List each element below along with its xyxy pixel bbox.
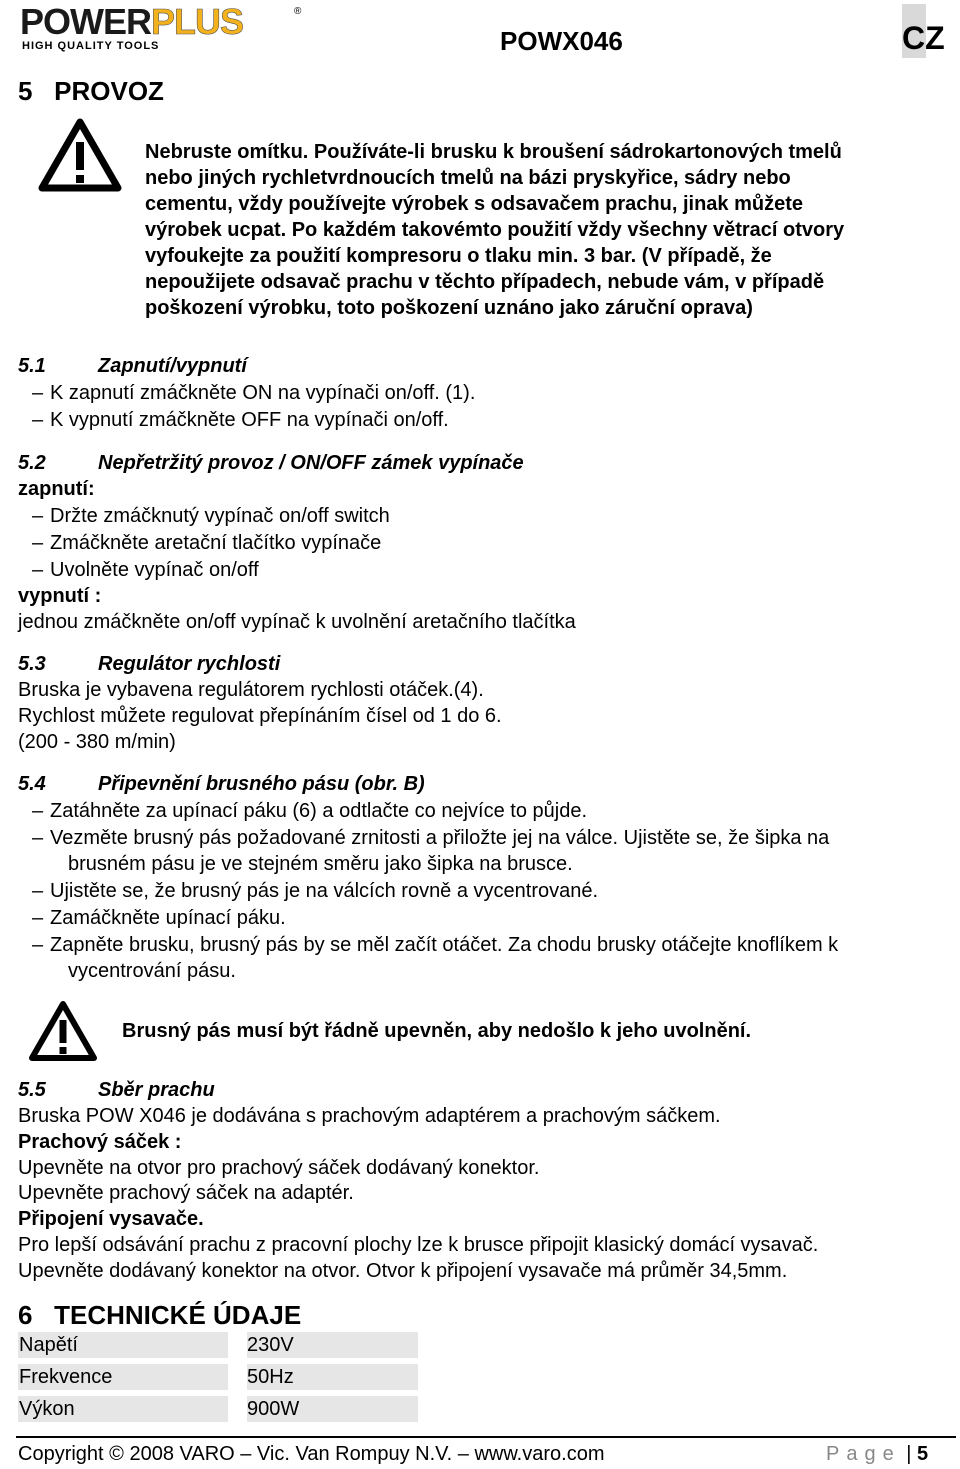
- text-line: Bruska POW X046 je dodávána s prachovým adaptérem a prachovým sáčkem.: [18, 1105, 721, 1127]
- text-line: Upevněte dodávaný konektor na otvor. Otvor k připojení vysavače má průměr 34,5mm.: [18, 1260, 788, 1282]
- warning-line: Nebruste omítku. Používáte-li brusku k broušení sádrokartonových tmelů: [145, 141, 842, 163]
- subsection-5-5-number: 5.5: [18, 1079, 46, 1101]
- spec-value: 230V: [247, 1334, 294, 1356]
- list-item: – Vezměte brusný pás požadované zrnitosti a přiložte jej na válce. Ujistěte se, že šipka na: [50, 827, 829, 850]
- off-text: jednou zmáčkněte on/off vypínač k uvolnění aretačního tlačítka: [18, 611, 576, 633]
- list-item: – K zapnutí zmáčkněte ON na vypínači on/off. (1).: [50, 382, 475, 405]
- text-line: Bruska je vybavena regulátorem rychlosti otáček.(4).: [18, 679, 484, 701]
- spec-label: Výkon: [19, 1398, 75, 1420]
- subsection-5-1-number: 5.1: [18, 355, 46, 377]
- warning-triangle-icon: [38, 118, 122, 192]
- list-item: – Uvolněte vypínač on/off: [50, 559, 259, 582]
- section-5-heading: 5 PROVOZ: [18, 76, 164, 106]
- warning-line: nepoužijete odsavač prachu v těchto případech, nebude vám, v případě: [145, 271, 825, 293]
- subsection-5-2-number: 5.2: [18, 452, 46, 474]
- list-item: – K vypnutí zmáčkněte OFF na vypínači on/off.: [50, 409, 449, 432]
- table-row: [18, 1332, 418, 1360]
- list-item: – Zmáčkněte aretační tlačítko vypínače: [50, 532, 381, 555]
- text-line: Upevněte na otvor pro prachový sáček dodávaný konektor.: [18, 1157, 540, 1179]
- subsection-5-4-title: Připevnění brusného pásu (obr. B): [98, 773, 425, 795]
- list-item-continuation: vycentrování pásu.: [68, 960, 236, 982]
- vacuum-label: Připojení vysavače.: [18, 1208, 204, 1230]
- text-line: Rychlost můžete regulovat přepínáním čísel od 1 do 6.: [18, 705, 502, 727]
- warning-line: poškození výrobku, toto poškození uznáno jako záruční oprava): [145, 297, 753, 319]
- warning-line: cementu, vždy používejte výrobek s odsavačem prachu, jinak můžete: [145, 193, 804, 215]
- section-6-heading: 6 TECHNICKÉ ÚDAJE: [18, 1300, 302, 1330]
- warning-triangle-icon: [28, 1000, 98, 1062]
- subsection-5-3-number: 5.3: [18, 653, 46, 675]
- subsection-5-3-title: Regulátor rychlosti: [98, 653, 281, 675]
- spec-label: Napětí: [19, 1334, 78, 1356]
- page-separator: |: [906, 1443, 912, 1465]
- warning-line: nebo jiných rychletvrdnoucích tmelů na bázi pryskyřice, sádry nebo: [145, 167, 791, 189]
- text-line: Pro lepší odsávání prachu z pracovní plochy lze k brusce připojit klasický domácí vysavač.: [18, 1234, 819, 1256]
- table-row: [18, 1364, 418, 1392]
- logo-tagline: HIGH QUALITY TOOLS: [22, 40, 160, 52]
- list-item: – Ujistěte se, že brusný pás je na válcích rovně a vycentrované.: [50, 880, 598, 903]
- language-code: CZ: [902, 20, 945, 56]
- warning-line: výrobek ucpat. Po každém takovémto použití vždy všechny větrací otvory: [145, 219, 845, 241]
- table-row: [18, 1396, 418, 1424]
- belt-warning: Brusný pás musí být řádně upevněn, aby nedošlo k jeho uvolnění.: [122, 1020, 752, 1042]
- on-label: zapnutí:: [18, 478, 95, 500]
- page-word: Page: [826, 1443, 901, 1465]
- spec-label: Frekvence: [19, 1366, 113, 1388]
- list-item-continuation: brusném pásu je ve stejném směru jako šipka na brusce.: [68, 853, 573, 875]
- text-line: (200 - 380 m/min): [18, 731, 176, 753]
- page-indicator: [826, 1443, 928, 1466]
- list-item: – Zatáhněte za upínací páku (6) a odtlačte co nejvíce to půjde.: [50, 800, 587, 823]
- spec-value: 50Hz: [247, 1366, 294, 1388]
- list-item: – Zapněte brusku, brusný pás by se měl začít otáčet. Za chodu brusky otáčejte knoflíkem k: [50, 934, 838, 957]
- subsection-5-1-title: Zapnutí/vypnutí: [98, 355, 247, 377]
- off-label: vypnutí :: [18, 585, 102, 607]
- subsection-5-4-number: 5.4: [18, 773, 46, 795]
- footer-divider: [16, 1436, 956, 1438]
- list-item: – Zamáčkněte upínací páku.: [50, 907, 286, 930]
- page-number: 5: [917, 1443, 929, 1465]
- brand-logo: POWERPLUS ® HIGH QUALITY TOOLS: [20, 1, 302, 52]
- dust-bag-label: Prachový sáček :: [18, 1131, 182, 1153]
- subsection-5-2-title: Nepřetržitý provoz / ON/OFF zámek vypínače: [98, 452, 524, 474]
- logo-wordmark: POWERPLUS: [20, 1, 244, 42]
- list-item: – Držte zmáčknutý vypínač on/off switch: [50, 505, 390, 528]
- subsection-5-5-title: Sběr prachu: [98, 1079, 215, 1101]
- spec-value: 900W: [247, 1398, 300, 1420]
- model-number: POWX046: [500, 26, 623, 56]
- footer-copyright: Copyright © 2008 VARO – Vic. Van Rompuy N.V. – www.varo.com: [18, 1443, 605, 1465]
- warning-line: vyfoukejte za použití kompresoru o tlaku min. 3 bar. (V případě, že: [145, 245, 772, 267]
- text-line: Upevněte prachový sáček na adaptér.: [18, 1182, 354, 1204]
